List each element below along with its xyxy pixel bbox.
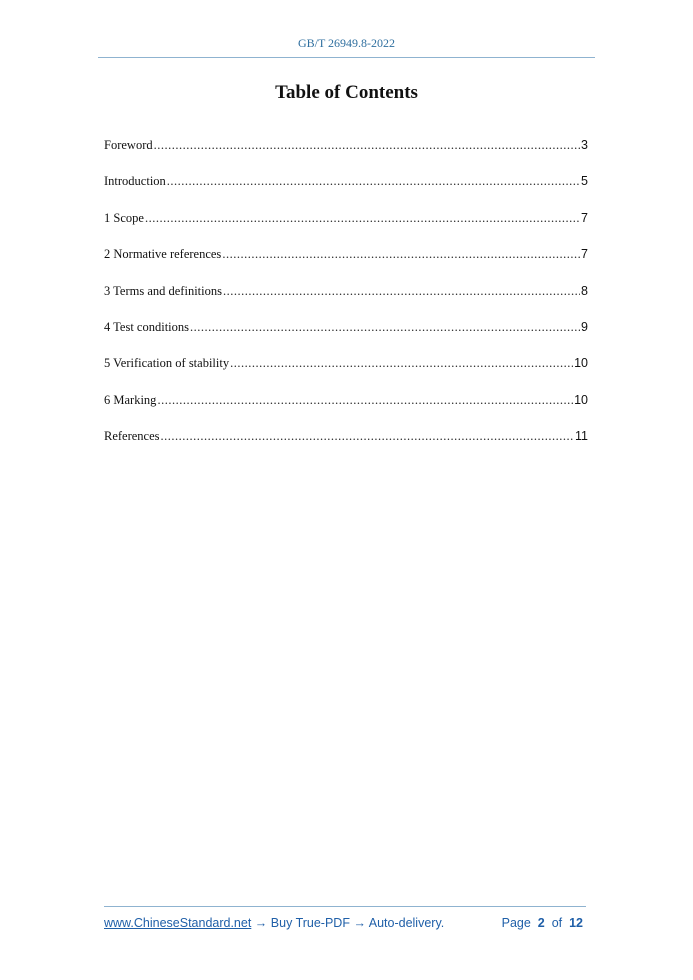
toc-entry-introduction[interactable]	[104, 174, 588, 210]
toc-entry-page: 9	[581, 319, 588, 334]
toc-entry-page: 10	[574, 356, 588, 371]
toc-entry-page: 7	[581, 247, 588, 262]
toc-entry-verification-stability[interactable]	[104, 356, 588, 392]
toc-entry-label: 2 Normative references	[104, 247, 222, 262]
toc-entry-label: 3 Terms and definitions	[104, 283, 222, 298]
toc-entry-page: 5	[581, 174, 588, 189]
toc-entry-page: 8	[581, 283, 588, 298]
toc-dot-leader	[157, 393, 573, 408]
right-arrow-icon: →	[254, 916, 268, 930]
toc-entry-label: 4 Test conditions	[104, 319, 190, 334]
toc-entry-label: 1 Scope	[104, 210, 144, 225]
auto-delivery-text: Auto-delivery.	[368, 916, 445, 930]
toc-entry-test-conditions[interactable]	[104, 320, 588, 356]
toc-entry-label: Introduction	[104, 174, 166, 189]
toc-dot-leader	[167, 174, 580, 189]
footer-divider	[104, 906, 586, 907]
toc-dot-leader	[190, 320, 580, 335]
header-divider	[98, 57, 595, 58]
toc-dot-leader	[154, 138, 580, 153]
footer-promo	[104, 916, 444, 930]
page-footer	[104, 916, 586, 934]
toc-entry-page: 11	[575, 429, 588, 444]
toc-list	[104, 138, 588, 466]
toc-entry-label: 6 Marking	[104, 392, 157, 407]
toc-entry-scope[interactable]	[104, 211, 588, 247]
toc-entry-references[interactable]	[104, 429, 588, 465]
of-label: of	[551, 916, 563, 930]
toc-title: Table of Contents	[275, 82, 418, 103]
site-link[interactable]: www.ChineseStandard.net	[104, 916, 252, 930]
toc-entry-label: 5 Verification of stability	[104, 356, 230, 371]
toc-entry-foreword[interactable]	[104, 138, 588, 174]
toc-entry-terms-definitions[interactable]	[104, 284, 588, 320]
toc-entry-page: 3	[581, 138, 588, 152]
buy-pdf-text: Buy True-PDF	[270, 916, 350, 930]
toc-dot-leader	[222, 247, 580, 262]
right-arrow-icon: →	[353, 916, 366, 930]
page-indicator	[502, 916, 583, 930]
toc-entry-page: 7	[581, 210, 588, 225]
toc-dot-leader	[145, 211, 580, 226]
page-current: 2	[537, 916, 545, 930]
toc-entry-normative-references[interactable]	[104, 247, 588, 283]
page-total: 12	[569, 916, 583, 930]
toc-dot-leader	[230, 356, 573, 371]
toc-entry-page: 10	[574, 392, 588, 407]
toc-dot-leader	[161, 429, 574, 444]
toc-entry-label: Foreword	[104, 138, 153, 152]
document-code: GB/T 26949.8-2022	[297, 36, 396, 50]
toc-dot-leader	[223, 284, 580, 299]
toc-entry-label: References	[104, 429, 160, 444]
toc-entry-marking[interactable]	[104, 393, 588, 429]
page-label: Page	[501, 916, 531, 930]
